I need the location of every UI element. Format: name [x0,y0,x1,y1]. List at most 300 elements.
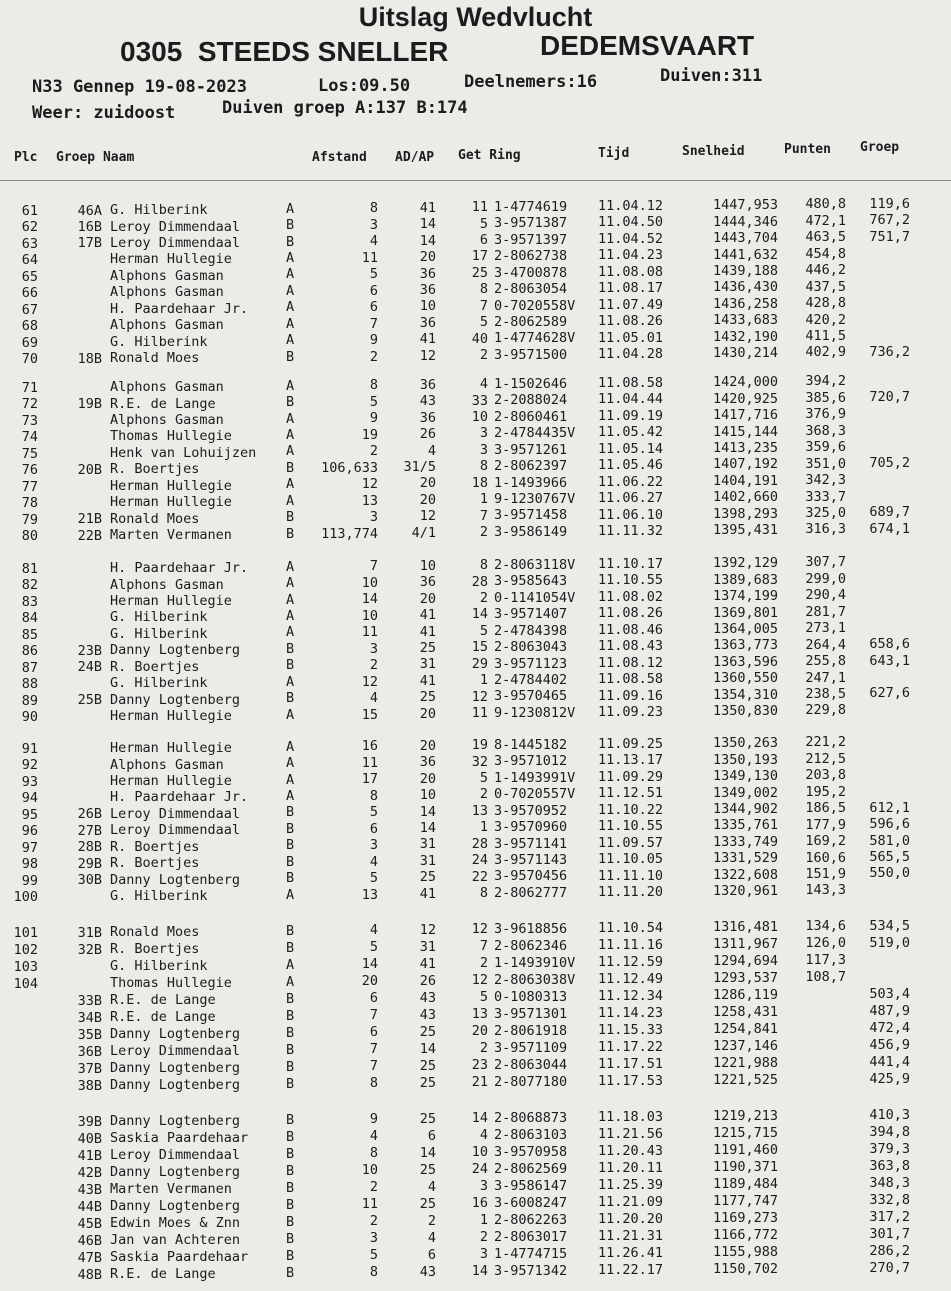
cell-distance: 2 [369,1179,378,1196]
cell-ring: 1-4774619 [494,198,568,215]
cell-get: 10 [471,409,488,426]
cell-speed: 1191,460 [712,1142,778,1159]
cell-adap: 20 [419,491,436,508]
cell-time: 11.04.28 [598,346,664,363]
cell-time: 11.04.44 [598,391,664,408]
header-groep: Groep [860,140,900,155]
cell-group: A [286,426,295,443]
cell-group-pts: 519,0 [869,934,910,951]
cell-ring: 3-9586149 [494,523,568,540]
cell-group: B [286,1196,295,1213]
pigeons-count: Duiven:311 [660,66,763,86]
cell-group: A [286,266,295,283]
cell-place: 85 [21,626,38,643]
cell-ring: 2-4784435V [494,425,576,442]
cell-time: 11.11.32 [598,523,664,540]
release-time: Los:09.50 [318,76,411,96]
cell-name: Saskia Paardehaar [110,1130,249,1147]
cell-place: 68 [21,318,38,335]
cell-time: 11.10.05 [598,851,664,868]
cell-ring: 3-9618856 [494,920,568,937]
cell-ring: 3-9571407 [494,606,568,623]
cell-get: 18 [471,474,488,491]
cell-place: 73 [21,412,38,429]
cell-distance: 106,633 [321,459,378,476]
cell-points: 463,5 [805,229,846,246]
cell-time: 11.08.02 [598,588,664,605]
cell-adap: 25 [419,1161,436,1178]
cell-ring: 2-4784398 [494,622,568,639]
cell-speed: 1320,961 [712,883,778,900]
cell-name: R. Boertjes [110,941,200,958]
cell-name: Leroy Dimmendaal [110,805,241,822]
cell-points: 281,7 [805,603,846,620]
cell-points: 342,3 [805,472,846,489]
cell-group-pts: 767,2 [869,212,910,229]
cell-points: 454,8 [805,245,846,262]
header-punten: Punten [784,142,831,157]
cell-name: Ronald Moes [110,924,200,941]
cell-points: 333,7 [805,488,846,505]
cell-distance: 8 [369,1145,378,1162]
cell-group: A [286,249,295,266]
cell-group: A [286,706,295,723]
header-tijd: Tijd [598,146,630,161]
cell-get: 15 [471,639,488,656]
cell-speed: 1424,000 [712,374,778,391]
cell-speed: 1215,715 [712,1125,778,1142]
cell-name: H. Paardehaar Jr. [110,300,249,317]
cell-name: R. Boertjes [110,658,200,675]
cell-group: A [286,738,295,755]
cell-place: 86 [21,643,38,660]
cell-distance: 3 [369,509,378,526]
cell-ring: 3-9571123 [494,655,568,672]
cell-ring: 2-8062569 [494,1160,568,1177]
cell-group-pos: 46B [77,1232,102,1249]
cell-points: 255,8 [805,653,846,670]
cell-speed: 1447,953 [712,197,778,214]
cell-distance: 4 [369,922,378,939]
cell-distance: 6 [369,990,378,1007]
cell-name: Marten Vermanen [110,527,232,544]
cell-time: 11.04.12 [598,197,664,214]
cell-speed: 1237,146 [712,1038,778,1055]
cell-ring: 3-9570958 [494,1143,568,1160]
cell-group: B [286,1213,295,1230]
cell-group-pts: 550,0 [869,865,910,882]
cell-get: 40 [471,330,488,347]
cell-get: 2 [479,524,488,541]
cell-distance: 9 [369,1111,378,1128]
cell-ring: 3-9571109 [494,1039,568,1056]
cell-place: 67 [21,301,38,318]
cell-distance: 14 [361,956,378,973]
cell-distance: 13 [361,492,378,509]
cell-distance: 6 [369,282,378,299]
cell-time: 11.22.17 [598,1261,664,1278]
cell-adap: 36 [419,574,436,591]
cell-adap: 12 [419,508,436,525]
cell-adap: 36 [419,409,436,426]
cell-group: B [286,459,295,476]
cell-name: Danny Logtenberg [110,1164,241,1181]
cell-time: 11.12.59 [598,953,664,970]
cell-group-pts: 596,6 [869,816,910,833]
cell-speed: 1444,346 [712,213,778,230]
cell-distance: 4 [369,853,378,870]
cell-points: 117,3 [805,952,846,969]
cell-group-pts: 441,4 [869,1053,910,1070]
cell-group: B [286,348,295,365]
cell-get: 25 [471,264,488,281]
cell-place: 79 [21,511,38,528]
header-afstand: Afstand [312,150,367,165]
cell-group: A [286,476,295,493]
cell-name: Herman Hullegie [110,494,232,511]
cell-points: 411,5 [805,328,846,345]
cell-group-pts: 472,4 [869,1019,910,1036]
cell-get: 13 [471,1006,488,1023]
cell-get: 24 [471,1161,488,1178]
cell-adap: 14 [419,820,436,837]
cell-name: Herman Hullegie [110,592,232,609]
cell-points: 177,9 [805,816,846,833]
cell-get: 12 [471,688,488,705]
cell-speed: 1389,683 [712,571,778,588]
cell-group-pos: 41B [77,1147,102,1164]
cell-group-pts: 581,0 [869,832,910,849]
cell-time: 11.20.20 [598,1210,664,1227]
cell-ring: 2-8062397 [494,458,568,475]
cell-speed: 1219,213 [712,1108,778,1125]
cell-time: 11.10.55 [598,818,664,835]
cell-group: B [286,1162,295,1179]
cell-group-pts: 689,7 [869,504,910,521]
cell-speed: 1316,481 [712,919,778,936]
cell-points: 385,6 [805,389,846,406]
cell-time: 11.09.23 [598,704,664,721]
cell-ring: 3-9570465 [494,688,568,705]
cell-name: Saskia Paardehaar [110,1249,249,1266]
cell-group: A [286,492,295,509]
cell-name: R.E. de Lange [110,395,216,412]
cell-group-pts: 736,2 [869,343,910,360]
cell-speed: 1258,431 [712,1004,778,1021]
cell-group-pts: 534,5 [869,917,910,934]
cell-distance: 113,774 [321,525,378,542]
cell-group: B [286,509,295,526]
cell-distance: 10 [361,607,378,624]
cell-distance: 5 [369,939,378,956]
cell-group-pos: 35B [77,1026,102,1043]
cell-time: 11.21.31 [598,1227,664,1244]
cell-time: 11.17.51 [598,1055,664,1072]
cell-group-pos: 30B [77,872,102,889]
cell-adap: 20 [419,705,436,722]
cell-adap: 25 [419,1057,436,1074]
cell-distance: 5 [369,266,378,283]
cell-place: 101 [13,924,38,941]
cell-distance: 15 [361,706,378,723]
cell-place: 76 [21,462,38,479]
cell-points: 402,9 [805,344,846,361]
cell-ring: 2-8062346 [494,937,568,954]
cell-distance: 8 [369,377,378,394]
cell-group-pos: 16B [77,218,102,235]
cell-get: 23 [471,1057,488,1074]
cell-distance: 12 [361,673,378,690]
cell-adap: 14 [419,1040,436,1057]
cell-adap: 43 [419,989,436,1006]
cell-time: 11.17.53 [598,1072,664,1089]
cell-adap: 25 [419,1023,436,1040]
cell-group: A [286,624,295,641]
cell-group-pts: 720,7 [869,389,910,406]
cell-group: A [286,591,295,608]
cell-ring: 2-8063054 [494,281,568,298]
cell-group-pos: 48B [77,1266,102,1283]
cell-adap: 41 [419,199,436,216]
cell-adap: 6 [427,1127,436,1144]
cell-distance: 4 [369,1128,378,1145]
cell-speed: 1349,130 [712,768,778,785]
cell-distance: 11 [361,249,378,266]
table-row [0,520,951,545]
participants-count: Deelnemers:16 [464,72,598,92]
page-title: Uitslag Wedvlucht [358,2,593,32]
cell-name: Danny Logtenberg [110,871,241,888]
cell-group-pos: 25B [77,692,102,709]
cell-name: Alphons Gasman [110,267,224,284]
cell-ring: 1-4774628V [494,330,576,347]
cell-points: 472,1 [805,212,846,229]
cell-time: 11.13.17 [598,752,664,769]
cell-group: B [286,922,295,939]
cell-adap: 41 [419,623,436,640]
cell-get: 19 [471,737,488,754]
cell-group-pts: 348,3 [869,1174,910,1191]
cell-group: B [286,990,295,1007]
cell-group: A [286,771,295,788]
cell-points: 238,5 [805,686,846,703]
cell-points: 203,8 [805,767,846,784]
cell-distance: 14 [361,591,378,608]
cell-adap: 14 [419,1144,436,1161]
cell-time: 11.06.27 [598,490,664,507]
cell-group: B [286,1075,295,1092]
cell-get: 21 [471,1074,488,1091]
cell-distance: 8 [369,1264,378,1281]
cell-group: B [286,690,295,707]
cell-points: 221,2 [805,734,846,751]
cell-place: 87 [21,659,38,676]
cell-adap: 20 [419,590,436,607]
cell-speed: 1433,683 [712,312,778,329]
cell-distance: 6 [369,1024,378,1041]
cell-name: R.E. de Lange [110,1266,216,1283]
cell-adap: 31 [419,836,436,853]
cell-get: 3 [479,425,488,442]
cell-group-pts: 612,1 [869,799,910,816]
cell-get: 14 [471,606,488,623]
cell-distance: 6 [369,299,378,316]
cell-group-pos: 40B [77,1130,102,1147]
cell-group-pts: 332,8 [869,1191,910,1208]
cell-distance: 7 [369,1041,378,1058]
cell-get: 5 [479,314,488,331]
cell-name: H. Paardehaar Jr. [110,789,249,806]
cell-time: 11.04.50 [598,214,664,231]
cell-speed: 1286,119 [712,987,778,1004]
cell-speed: 1294,694 [712,953,778,970]
cell-name: G. Hilberink [110,958,208,975]
cell-get: 4 [479,376,488,393]
cell-adap: 36 [419,754,436,771]
cell-distance: 2 [369,348,378,365]
cell-get: 2 [479,347,488,364]
cell-distance: 5 [369,1247,378,1264]
cell-place: 104 [13,975,38,992]
cell-adap: 4 [427,1178,436,1195]
cell-group-pos: 45B [77,1215,102,1232]
cell-time: 11.10.54 [598,919,664,936]
cell-ring: 2-8063043 [494,639,568,656]
cell-adap: 25 [419,1110,436,1127]
cell-time: 11.18.03 [598,1108,664,1125]
cell-group-pos: 39B [77,1113,102,1130]
cell-get: 8 [479,885,488,902]
cell-distance: 2 [369,657,378,674]
weather-info: Weer: zuidoost [32,103,176,123]
cell-name: G. Hilberink [110,625,208,642]
cell-distance: 5 [369,804,378,821]
cell-speed: 1350,263 [712,735,778,752]
cell-get: 1 [479,672,488,689]
cell-ring: 2-8063017 [494,1228,568,1245]
cell-name: Danny Logtenberg [110,1060,241,1077]
cell-points: 351,0 [805,455,846,472]
cell-name: Leroy Dimmendaal [110,1043,241,1060]
cell-group-pos: 29B [77,855,102,872]
cell-get: 2 [479,590,488,607]
cell-distance: 7 [369,1007,378,1024]
cell-points: 273,1 [805,620,846,637]
cell-speed: 1430,214 [712,345,778,362]
header-snelheid: Snelheid [682,144,745,159]
cell-group: B [286,1111,295,1128]
cell-ring: 2-8062777 [494,884,568,901]
cell-time: 11.12.51 [598,785,664,802]
cell-speed: 1344,902 [712,801,778,817]
cell-speed: 1407,192 [712,456,778,473]
cell-group: B [286,525,295,542]
cell-speed: 1436,430 [712,279,778,296]
cell-speed: 1432,190 [712,328,778,345]
cell-adap: 41 [419,331,436,348]
cell-speed: 1354,310 [712,686,778,703]
cell-points: 299,0 [805,570,846,587]
table-row [0,1259,951,1283]
cell-adap: 25 [419,640,436,657]
cell-time: 11.06.22 [598,473,664,490]
cell-adap: 2 [427,1212,436,1229]
cell-name: G. Hilberink [110,609,208,626]
cell-adap: 10 [419,787,436,804]
cell-get: 14 [471,1263,488,1280]
cell-time: 11.08.26 [598,605,664,622]
cell-adap: 25 [419,869,436,886]
cell-name: Thomas Hullegie [110,975,232,992]
cell-place: 61 [21,202,38,219]
cell-name: Marten Vermanen [110,1181,232,1198]
cell-get: 14 [471,1110,488,1127]
cell-group: B [286,1145,295,1162]
cell-group: A [286,956,295,973]
cell-distance: 4 [369,233,378,250]
cell-group-pts: 317,2 [869,1208,910,1225]
cell-adap: 20 [419,770,436,787]
cell-distance: 9 [369,410,378,427]
cell-name: Ronald Moes [110,350,200,367]
cell-group-pos: 28B [77,839,102,856]
cell-speed: 1404,191 [712,472,778,489]
cell-adap: 6 [427,1246,436,1263]
cell-time: 11.08.58 [598,671,664,688]
cell-group: B [286,1264,295,1281]
cell-group: B [286,1024,295,1041]
cell-distance: 11 [361,1196,378,1213]
cell-name: Herman Hullegie [110,251,232,268]
cell-get: 33 [471,392,488,409]
cell-place: 81 [21,560,38,577]
cell-time: 11.04.52 [598,230,664,247]
cell-group: B [286,1230,295,1247]
cell-adap: 20 [419,249,436,266]
cell-get: 16 [471,1195,488,1212]
cell-ring: 1-4774715 [494,1245,568,1262]
cell-points: 290,4 [805,587,846,604]
cell-ring: 3-9571397 [494,231,568,248]
cell-points: 186,5 [805,800,846,817]
cell-adap: 31/5 [403,459,436,476]
cell-distance: 10 [361,574,378,591]
cell-speed: 1221,988 [712,1055,778,1072]
cell-name: Danny Logtenberg [110,691,241,708]
cell-points: 480,8 [805,196,846,213]
cell-points: 247,1 [805,669,846,686]
cell-time: 11.10.22 [598,801,664,818]
cell-speed: 1363,773 [712,637,778,654]
cell-group-pos: 38B [77,1077,102,1094]
cell-points: 126,0 [805,935,846,952]
cell-speed: 1190,371 [712,1159,778,1176]
cell-speed: 1166,772 [712,1227,778,1244]
cell-get: 2 [479,1229,488,1246]
cell-points: 143,3 [805,882,846,899]
cell-place: 91 [21,740,38,757]
cell-adap: 31 [419,938,436,955]
cell-ring: 0-7020557V [494,786,576,803]
cell-speed: 1350,830 [712,703,778,720]
table-row [0,1070,951,1094]
cell-group-pos: 37B [77,1060,102,1077]
cell-time: 11.09.57 [598,834,664,851]
cell-get: 28 [471,573,488,590]
cell-time: 11.05.46 [598,457,664,474]
cell-time: 11.08.58 [598,374,664,391]
cell-points: 368,3 [805,422,846,439]
